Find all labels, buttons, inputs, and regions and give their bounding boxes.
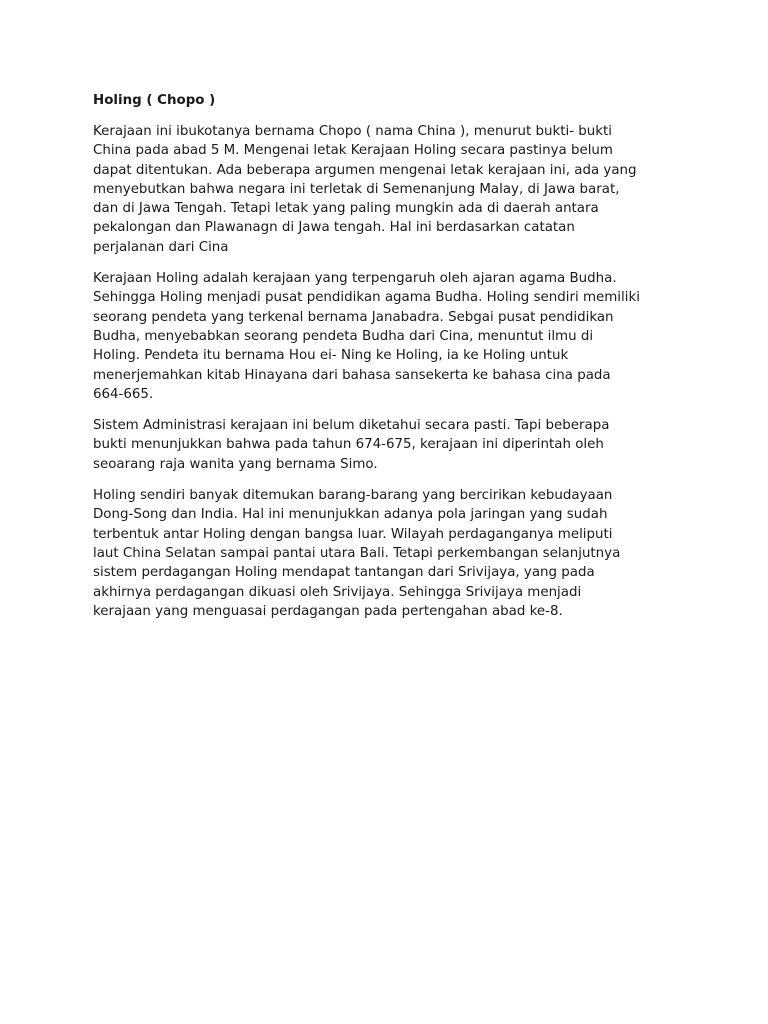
paragraph-line: China pada abad 5 M. Mengenai letak Kerajaan Holing secara pastinya belum [93,143,613,159]
paragraph-line: Dong-Song dan India. Hal ini menunjukkan adanya pola jaringan yang sudah [93,507,608,523]
paragraph-line: dapat ditentukan. Ada beberapa argumen mengenai letak kerajaan ini, ada yang [93,162,637,178]
paragraph-line: seoarang raja wanita yang bernama Simo. [93,456,378,472]
paragraph-line: Budha, menyebabkan seorang pendeta Budha dari Cina, menuntut ilmu di [93,328,594,344]
paragraph-line: laut China Selatan sampai pantai utara Bali. Tetapi perkembangan selanjutnya [93,545,621,561]
document-page [93,91,683,633]
paragraph-line: Holing. Pendeta itu bernama Hou ei- Ning ke Holing, ia ke Holing untuk [93,348,569,364]
paragraph-line: menyebutkan bahwa negara ini terletak di Semenanjung Malay, di Jawa barat, [93,181,620,197]
paragraph-line: Sehingga Holing menjadi pusat pendidikan agama Budha. Holing sendiri memiliki [93,290,640,306]
paragraph-line: kerajaan yang menguasai perdagangan pada pertengahan abad ke-8. [93,603,563,619]
paragraph-line: dan di Jawa Tengah. Tetapi letak yang paling mungkin ada di daerah antara [93,201,599,217]
paragraph-line: terbentuk antar Holing dengan bangsa luar. Wilayah perdaganganya meliputi [93,526,613,542]
paragraph-line: sistem perdagangan Holing mendapat tantangan dari Srivijaya, yang pada [93,565,595,581]
paragraph-line: Holing sendiri banyak ditemukan barang-barang yang bercirikan kebudayaan [93,488,613,504]
document-title: Holing ( Chopo ) [93,93,216,108]
paragraph-line: menerjemahkan kitab Hinayana dari bahasa sansekerta ke bahasa cina pada [93,367,611,383]
paragraph-line: akhirnya perdagangan dikuasi oleh Srivijaya. Sehingga Srivijaya menjadi [93,584,582,600]
paragraph-line: 664-665. [93,386,154,402]
paragraph-line: pekalongan dan Plawanagn di Jawa tengah. Hal ini berdasarkan catatan [93,220,575,236]
paragraph-line: Kerajaan ini ibukotanya bernama Chopo ( nama China ), menurut bukti- bukti [93,124,613,139]
paragraph-line: Sistem Administrasi kerajaan ini belum diketahui secara pasti. Tapi beberapa [93,418,610,434]
paragraph-line: Kerajaan Holing adalah kerajaan yang terpengaruh oleh ajaran agama Budha. [93,271,617,287]
paragraph-2 [93,269,683,404]
paragraph-3 [93,416,683,474]
paragraph-1 [93,122,683,257]
paragraph-line: seorang pendeta yang terkenal bernama Janabadra. Sebgai pusat pendidikan [93,309,614,325]
paragraph-line: perjalanan dari Cina [93,239,229,255]
paragraph-line: bukti menunjukkan bahwa pada tahun 674-675, kerajaan ini diperintah oleh [93,437,604,453]
paragraph-4 [93,486,683,621]
